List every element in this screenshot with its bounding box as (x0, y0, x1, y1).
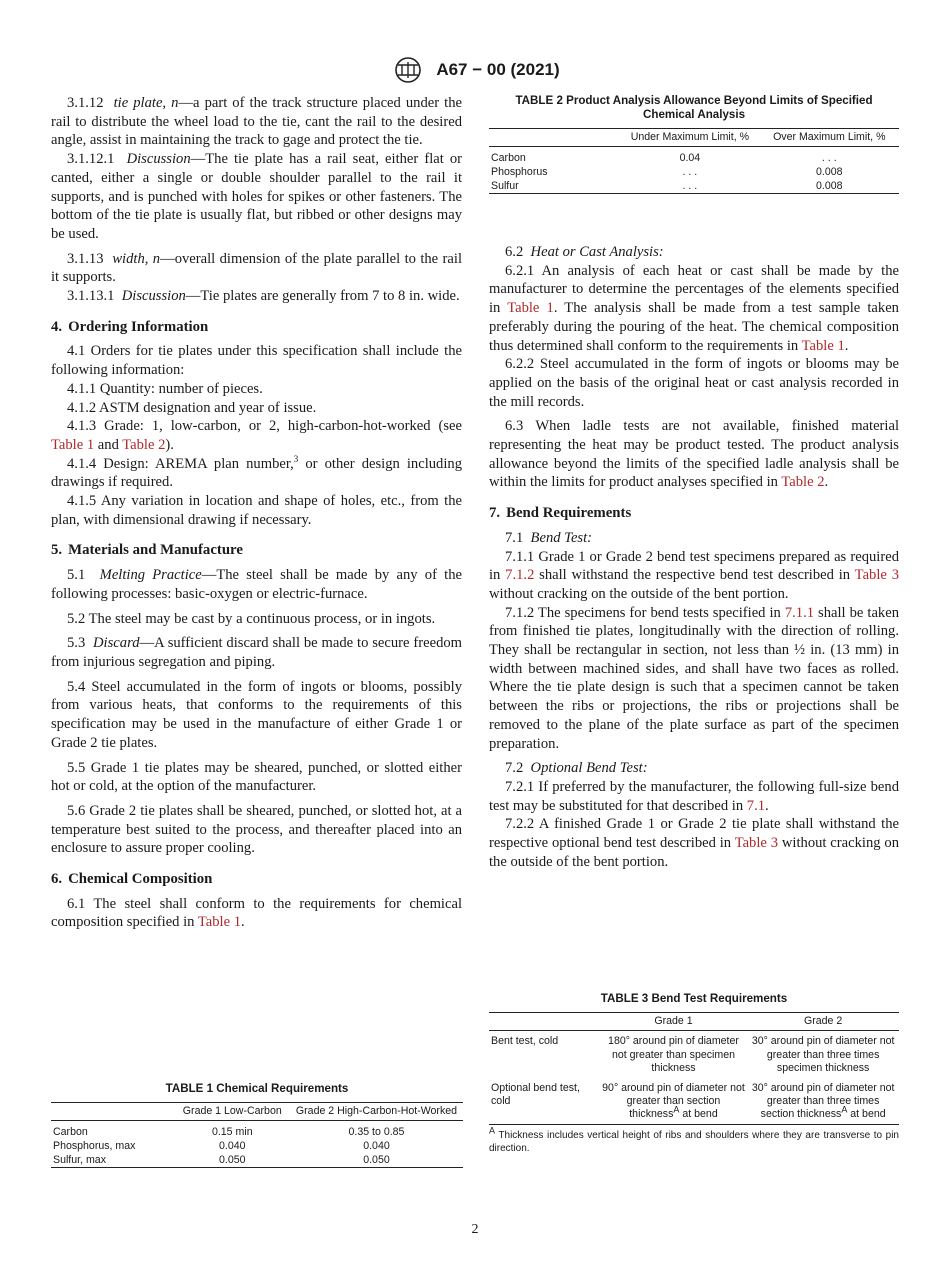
table-row: Sulfur, max 0.050 0.050 (53, 1154, 390, 1167)
paragraph-4-1-1: 4.1.1 Quantity: number of pieces. (67, 380, 263, 397)
paragraph-5-6: 5.6 Grade 2 tie plates shall be sheared, punched, or slotted hot, at a temperature best suited to the process, and thereafter placed into an enclosure to assure proper cooling. (51, 802, 462, 857)
table-3 (489, 992, 899, 1155)
table-1-link[interactable]: Table 1 (507, 300, 554, 317)
paragraph-5-3: 5.3 Discard—A sufficient discard shall be made to secure freedom from injurious segregation and piping. (51, 635, 463, 670)
table-3-header-grade-2: Grade 2 (747, 1013, 899, 1031)
paragraph-5-1: 5.1 Melting Practice—The steel shall be made by any of the following processes: basic-oxygen or electric-furnace. (51, 567, 463, 602)
table-row: Carbon 0.04 . . . (491, 152, 837, 165)
paragraph-7-2: 7.2 Optional Bend Test: (505, 760, 648, 777)
table-2 (489, 94, 899, 194)
table-row: Optional bend test, cold 90° around pin of diameter not greater than section thickness$^A$ at bend 30° around pin of diameter not greater than three times section thickness$^A$ at bend (491, 1081, 895, 1121)
table-3-link[interactable]: Table 3 (854, 567, 899, 584)
paragraph-3-1-12-1: 3.1.12.1 Discussion—The tie plate has a rail seat, either flat or canted, either a single or double shoulder parallel to the rail it supports, and is punched with holes for spikes or other fasteners. The bottom of the tie plate is usually flat, but ribbed or other designs may be used. (51, 151, 463, 242)
table-1-link[interactable]: Table 1 (197, 914, 242, 931)
paragraph-6-2-2: 6.2.2 Steel accumulated in the form of ingots or blooms may be applied on the basis of the original heat or cast analysis recorded in the mill records. (489, 356, 899, 410)
paragraph-3-1-13: 3.1.13 width, n—overall dimension of the plate parallel to the rail it supports. (51, 250, 463, 286)
table-row: Carbon 0.15 min 0.35 to 0.85 (53, 1126, 405, 1139)
table-row: Phosphorus . . . 0.008 (491, 166, 843, 179)
paragraph-4-1-5: 4.1.5 Any variation in location and shape of holes, etc., from the plan, with dimensional drawing if necessary. (51, 493, 462, 528)
paragraph-6-3: 6.3 When ladle tests are not available, finished material representing the heat may be product tested. The product analysis allowance beyond the limits of the specified ladle analysis shall be within the limits for product analyses specified in Table 2. (489, 418, 899, 491)
table-row: Sulfur . . . 0.008 (491, 180, 843, 193)
table-1-link[interactable]: Table 1 (801, 337, 845, 354)
paragraph-6-2: 6.2 Heat or Cast Analysis: (505, 244, 664, 260)
paragraph-7-1: 7.1 Bend Test: (505, 529, 593, 546)
astm-logo-icon (390, 56, 426, 84)
paragraph-7-2-1: 7.2.1 If preferred by the manufacturer, the following full-size bend test may be substituted for that described in 7.1. (489, 778, 899, 814)
paragraph-7-1-1: 7.1.1 Grade 1 or Grade 2 bend test specimens prepared as required in 7.1.2 shall withstand the respective bend test described in Table 3 without cracking on the outside of the bent portion. (489, 548, 899, 602)
section-heading-4: 4. Ordering Information (51, 318, 209, 335)
paragraph-4-1: 4.1 Orders for tie plates under this specification shall include the following information: (51, 343, 462, 379)
paragraph-4-1-3: 4.1.3 Grade: 1, low-carbon, or 2, high-carbon-hot-worked (see Table 1 and Table 2). (51, 418, 462, 453)
paragraph-6-2-1: 6.2.1 An analysis of each heat or cast shall be made by the manufacturer to determine the percentages of the elements specified in Table 1. The analysis shall be made from a test sample taken preferably during the pouring of the heat. The chemical composition thus determined shall conform to the requirements in Table 1. (489, 262, 899, 354)
paragraph-3-1-12: 3.1.12 tie plate, n—a part of the track structure placed under the rail to distribute the wheel load to the tie, cant the rail to the desired angle, assist in maintaining the track to gage and protect the tie. (51, 95, 463, 149)
table-2-header-under: Under Maximum Limit, % (620, 129, 759, 147)
table-3-title: TABLE 3 Bend Test Requirements (600, 992, 788, 1005)
table-3-header-grade-1: Grade 1 (600, 1013, 748, 1031)
section-7-1-link[interactable]: 7.1 (746, 797, 766, 814)
paragraph-6-1: 6.1 The steel shall conform to the requirements for chemical composition specified in Table 1. (51, 895, 462, 931)
paragraph-3-1-13-1: 3.1.13.1 Discussion—Tie plates are generally from 7 to 8 in. wide. (67, 288, 460, 305)
section-7-1-1-link[interactable]: 7.1.1 (784, 604, 815, 621)
section-heading-5: 5. Materials and Manufacture (51, 542, 243, 559)
table-1-title: TABLE 1 Chemical Requirements (165, 1082, 349, 1095)
left-column (51, 94, 462, 932)
table-3-header-blank (489, 1013, 600, 1031)
paragraph-4-1-2: 4.1.2 ASTM designation and year of issue. (67, 399, 317, 416)
paragraph-4-1-4: 4.1.4 Design: AREMA plan number,$^3$ or other design including drawings if required. (51, 453, 463, 491)
table-1-link[interactable]: Table 1 (51, 436, 95, 453)
table-2-header-blank (489, 129, 620, 147)
page-header (0, 56, 950, 84)
table-3-footnote: $^A$ Thickness includes vertical height of ribs and shoulders where they are transverse to pin direction. (489, 1125, 899, 1154)
section-heading-7: 7. Bend Requirements (489, 505, 632, 522)
table-1 (51, 1082, 463, 1168)
section-heading-6: 6. Chemical Composition (51, 871, 213, 888)
paragraph-5-5: 5.5 Grade 1 tie plates may be sheared, punched, or slotted either hot or cold, at the option of the manufacturer. (51, 759, 462, 795)
table-2-link[interactable]: Table 2 (122, 436, 166, 453)
table-row: Bent test, cold 180° around pin of diameter not greater than specimen thickness 30° around pin of diameter not greater than three times specimen thickness (491, 1035, 895, 1075)
table-1-header-grade-1: Grade 1 Low-Carbon (175, 1103, 290, 1121)
table-1-header-grade-2: Grade 2 High-Carbon-Hot-Worked (290, 1103, 463, 1121)
paragraph-5-4: 5.4 Steel accumulated in the form of ingots or blooms, possibly from various heats, that conforms to the requirements of this specification may be used in the manufacture of either Grade 1 or Grade 2 tie plates. (51, 678, 462, 751)
table-row: Phosphorus, max 0.040 0.040 (53, 1140, 390, 1153)
table-2-header-over: Over Maximum Limit, % (760, 129, 899, 147)
table-2-link[interactable]: Table 2 (781, 474, 825, 491)
right-column (489, 243, 899, 872)
designation: A67 − 00 (2021) (436, 60, 560, 79)
table-2-title: TABLE 2 Product Analysis Allowance Beyond Limits of Specified Chemical Analysis (515, 94, 873, 121)
paragraph-7-1-2: 7.1.2 The specimens for bend tests specified in 7.1.1 shall be taken from finished tie plates, longitudinally with the direction of rolling. They shall be rectangular in section, not less than ½ in. (13 mm) in width between machined sides, and shall have two faces as rolled. Where the tie plate design is such that a specimen cannot be taken between the ribs or projections, the ribs or projections shall be removed to the plane of the plate surface as part of the specimen preparation. (489, 604, 899, 752)
section-7-1-2-link[interactable]: 7.1.2 (505, 567, 535, 584)
table-3-link[interactable]: Table 3 (734, 835, 779, 852)
page-number: 2 (471, 1222, 479, 1237)
table-1-header-blank (51, 1103, 175, 1121)
paragraph-7-2-2: 7.2.2 A finished Grade 1 or Grade 2 tie plate shall withstand the respective optional bend test described in Table 3 without cracking on the outside of the bent portion. (489, 816, 899, 870)
paragraph-5-2: 5.2 The steel may be cast by a continuous process, or in ingots. (67, 610, 436, 627)
footnote-ref: 3 (293, 453, 299, 464)
